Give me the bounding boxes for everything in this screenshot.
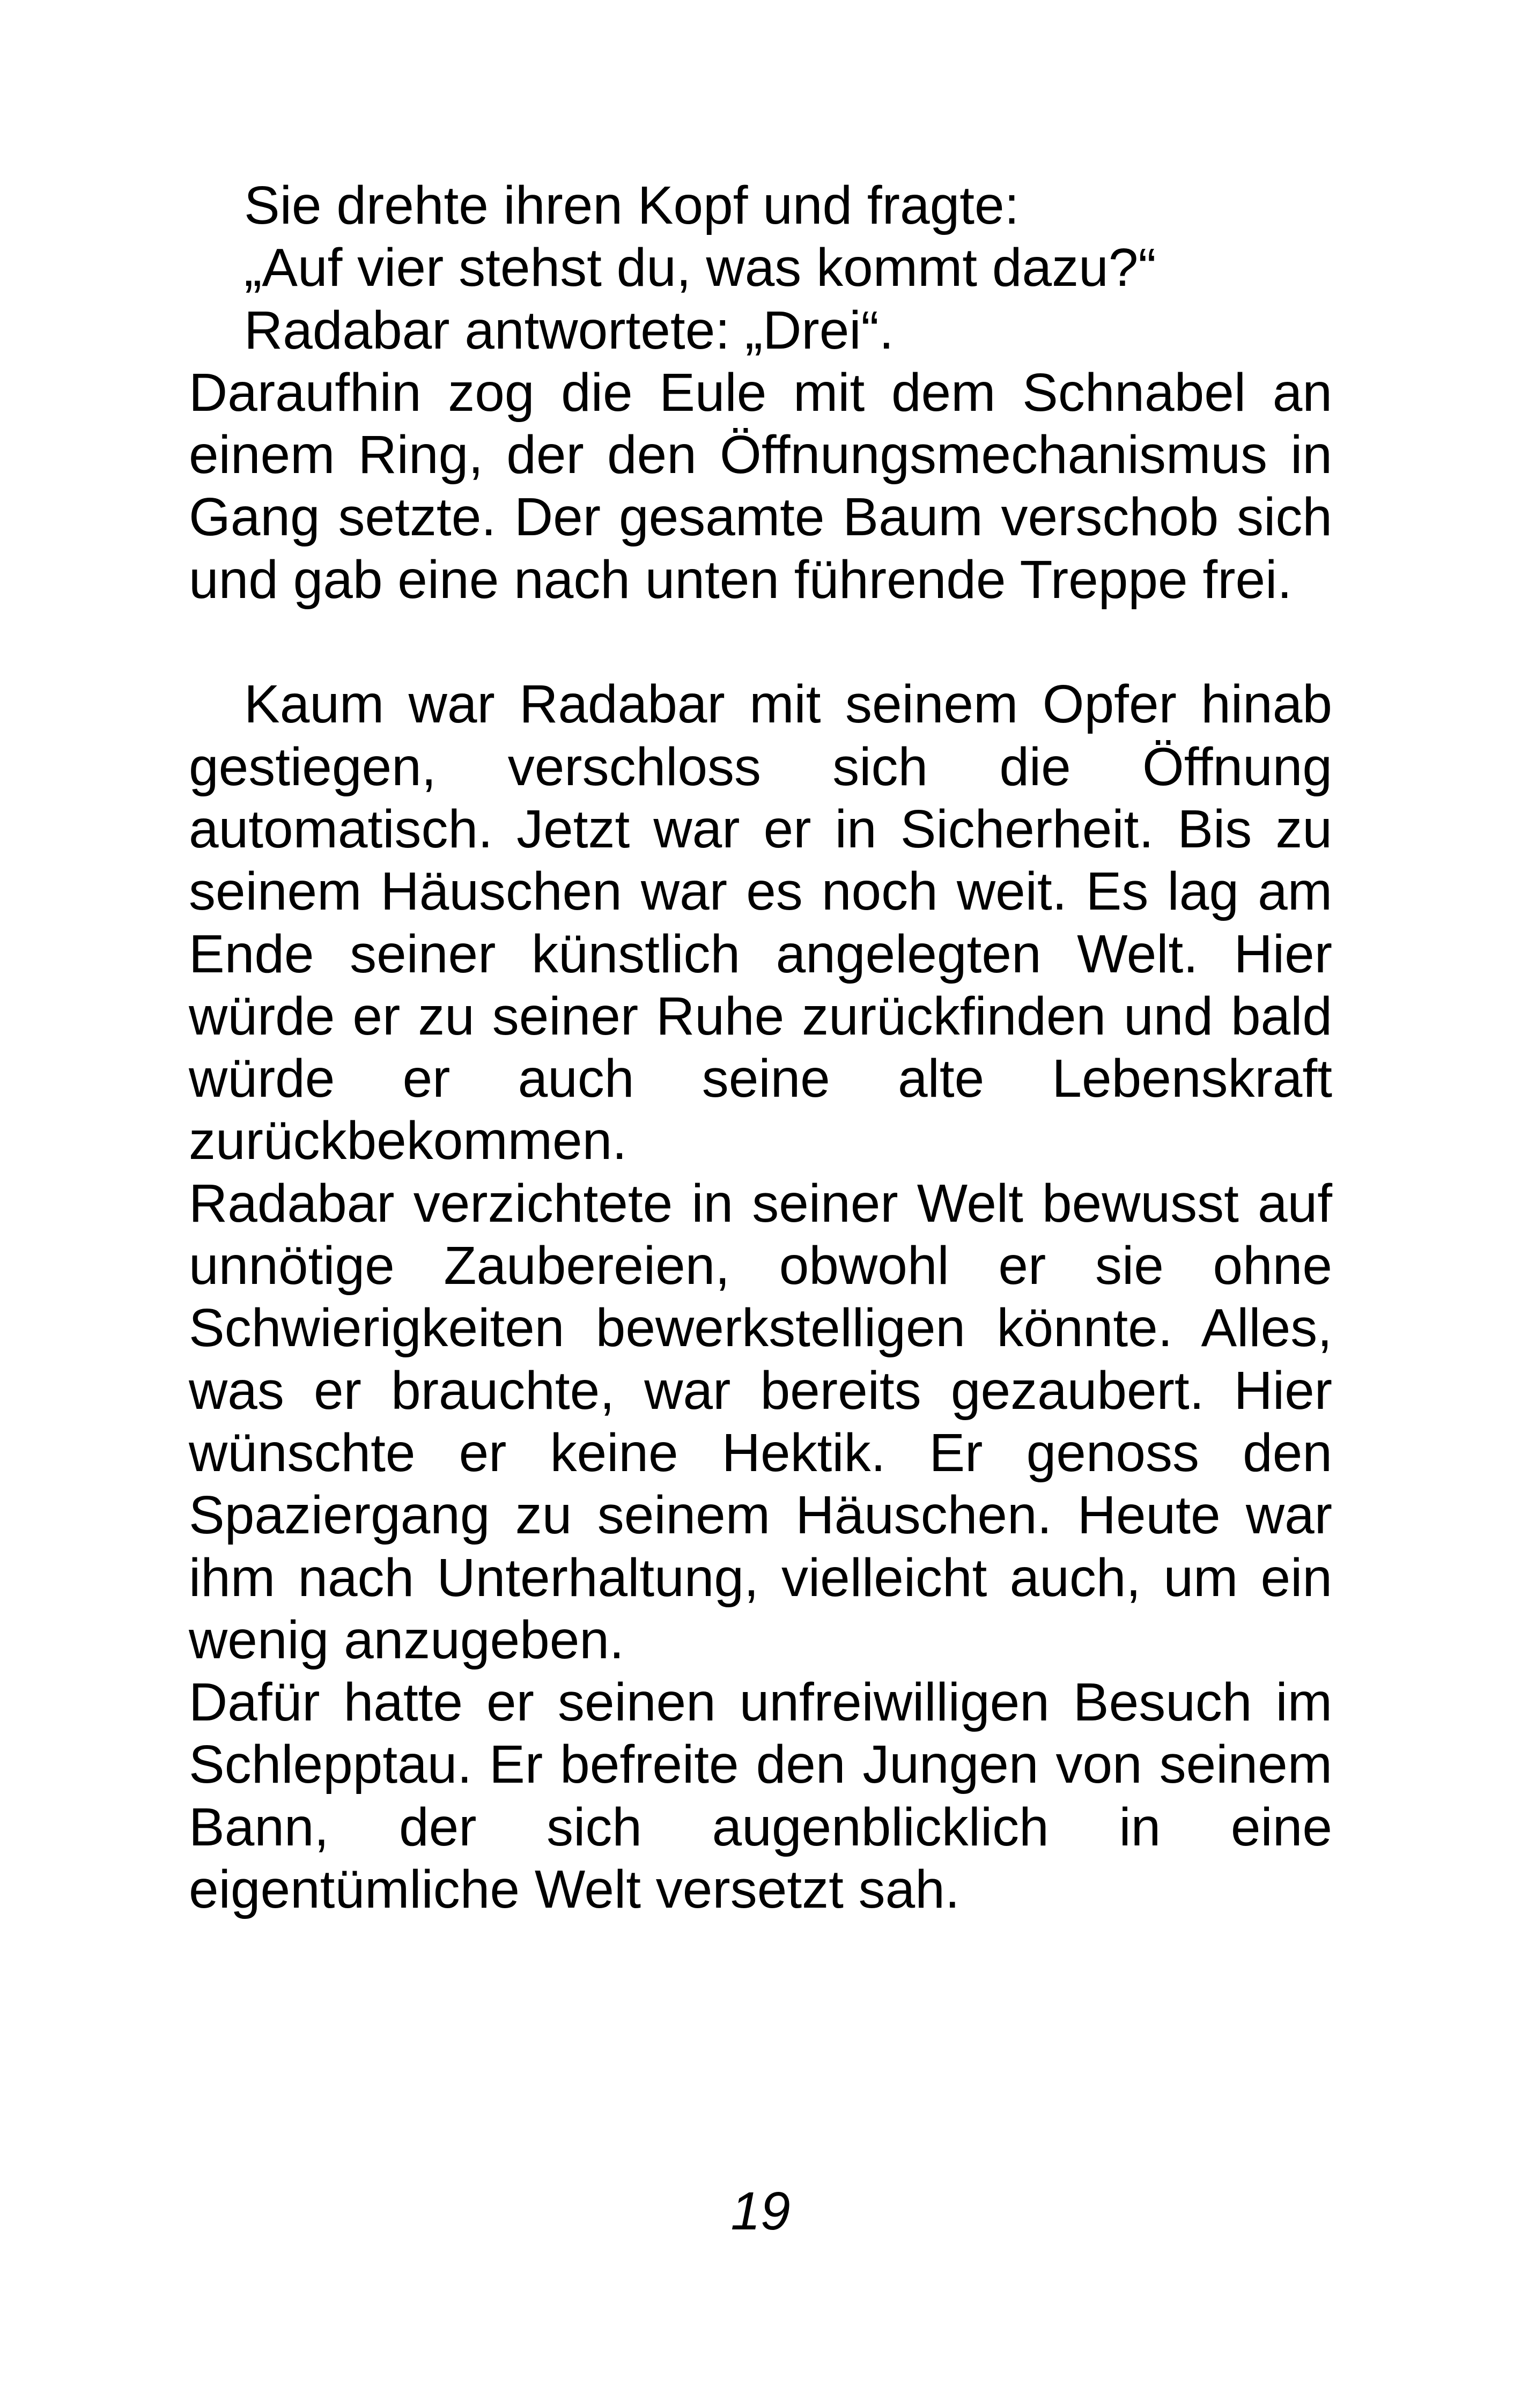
paragraph-riddle: „Auf vier stehst du, was kommt dazu?“ <box>244 238 1156 298</box>
paragraph-descent: Kaum war Radabar mit seinem Opfer hinab gestiegen, verschloss sich die Öffnung automatisch. Jetzt war er in Sicherheit. Bis zu seinem Häuschen war es noch weit. Es lag am Ende seiner künstlich angelegten Welt. Hier würde er zu seiner Ruhe zurückfinden und bald würde er auch seine alte Lebenskraft zurückbekommen. <box>189 674 1332 1171</box>
paragraph-owl-opens-tree: Daraufhin zog die Eule mit dem Schnabel an einem Ring, der den Öffnungsmechanismus in Gang setzte. Der gesamte Baum verschob sich und gab eine nach unten führende Treppe frei. <box>189 362 1332 610</box>
paragraph-no-magic: Radabar verzichtete in seiner Welt bewusst auf unnötige Zaubereien, obwohl er sie ohne Schwierigkeiten bewerkstelligen könnte. Alles, was er brauchte, war bereits gezaubert. Hier wünschte er keine Hektik. Er genoss den Spaziergang zu seinem Häuschen. Heute war ihm nach Unterhaltung, vielleicht auch, um ein wenig anzugeben. <box>189 1173 1332 1670</box>
page-body-text <box>189 174 1332 1921</box>
page-number: 19 <box>730 2181 791 2241</box>
paragraph-visitor: Dafür hatte er seinen unfreiwilligen Besuch im Schlepptau. Er befreite den Jungen von seinem Bann, der sich augenblicklich in eine eigentümliche Welt versetzt sah. <box>189 1672 1332 1920</box>
paragraph-answer: Radabar antwortete: „Drei“. <box>244 300 894 360</box>
paragraph-spacer <box>189 611 1332 673</box>
paragraph-question-intro: Sie drehte ihren Kopf und fragte: <box>244 175 1020 235</box>
